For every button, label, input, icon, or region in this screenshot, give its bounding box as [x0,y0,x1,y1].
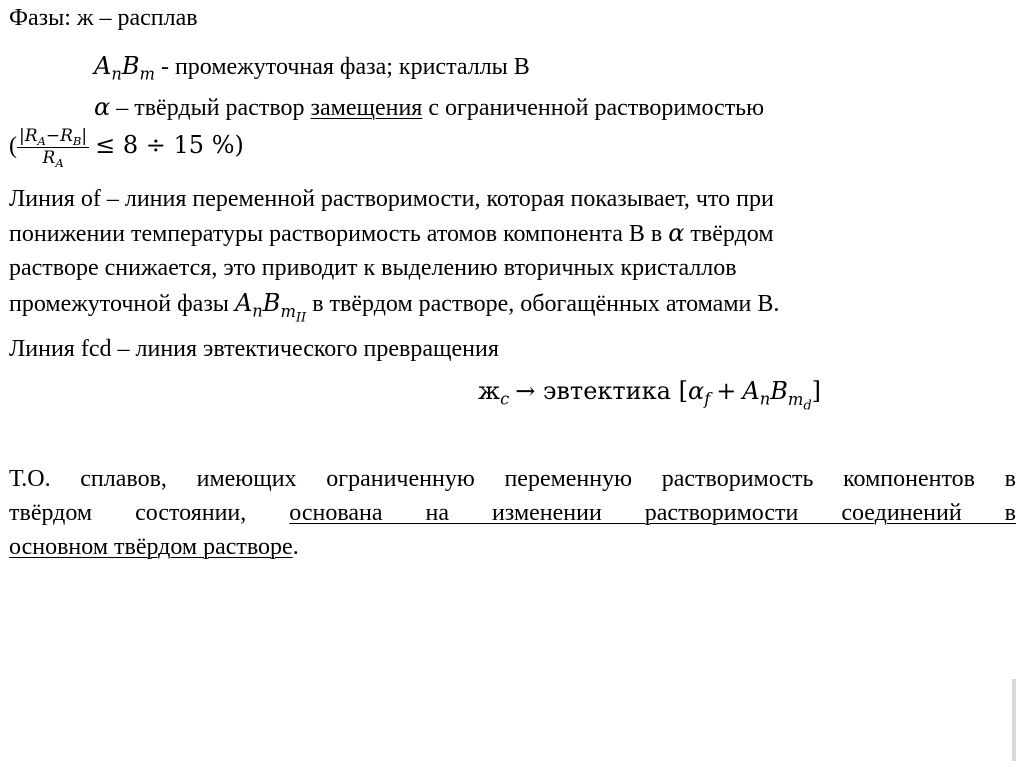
line-of-text-1: Линия of – линия переменной растворимости, которая показывает, что при [9,186,774,212]
criterion-denominator: $R_A$ [42,147,64,171]
conclusion-line-2 [9,499,1016,527]
intermediate-phase-line [94,52,530,84]
criterion-tail: ≤ 8 ÷ 15 %) [95,131,244,159]
reaction-liquid: ж [478,377,501,405]
reaction-alpha: $\alpha_f$ [687,377,711,409]
slide-edge-mark [1012,679,1016,761]
alpha-text-underlined: замещения [310,95,423,121]
reaction-arrow-text: → эвтектика [ [515,377,688,405]
criterion-fraction [17,125,89,171]
conclusion-text-2b: основана на изменении растворимости соединений в [289,500,1017,526]
reaction-plus: + [716,377,737,405]
line-of-line-3 [9,254,737,282]
line-fcd-title [9,335,499,363]
alpha-text-2: с ограниченной растворимостью [422,95,765,121]
line-of-line-4 [9,289,780,326]
secondary-crystals-formula: $A_nB_{m_{II}}$ [234,289,307,326]
intermediate-phase-text: - промежуточная фаза; кристаллы В [154,54,530,80]
criterion-open: ( [9,133,17,159]
alpha-phase-line [94,93,764,122]
conclusion-text-3b: . [292,534,299,560]
conclusion-line-3 [9,533,299,561]
line-of-text-2b: твёрдом [684,221,774,247]
phases-title-text: Фазы: ж – расплав [9,5,198,31]
alpha-text-1: – твёрдый раствор [110,95,311,121]
line-of-line-2 [9,219,774,248]
reaction-intermediate: $A_nB_{m_d}$ [742,377,812,414]
line-of-line-1 [9,185,774,213]
reaction-close: ] [811,377,822,405]
line-of-alpha: α [668,219,685,247]
solubility-criterion [9,125,244,171]
conclusion-line-1 [9,465,1016,493]
conclusion-text-3a: основном твёрдом растворе [9,534,293,560]
line-of-text-3: растворе снижается, это приводит к выделению вторичных кристаллов [9,255,737,281]
line-of-text-4b: в твёрдом растворе, обогащённых атомами В. [306,291,780,317]
alpha-symbol: α [94,93,111,121]
conclusion-text-1: Т.О. сплавов, имеющих ограниченную переменную растворимость компонентов в [9,466,1016,492]
phases-title [9,4,198,32]
criterion-numerator: $|R_A-R_B|$ [19,125,88,149]
line-fcd-title-text: Линия fcd – линия эвтектического превращения [9,336,499,362]
reaction-liquid-sub: c [500,389,510,409]
line-of-text-2a: понижении температуры растворимость атомов компонента В в [9,221,669,247]
conclusion-text-2a: твёрдом состоянии, [9,500,290,526]
line-of-text-4a: промежуточной фазы [9,291,235,317]
eutectic-reaction [478,377,822,414]
intermediate-phase-formula: $A_nB_m$ [94,52,155,84]
